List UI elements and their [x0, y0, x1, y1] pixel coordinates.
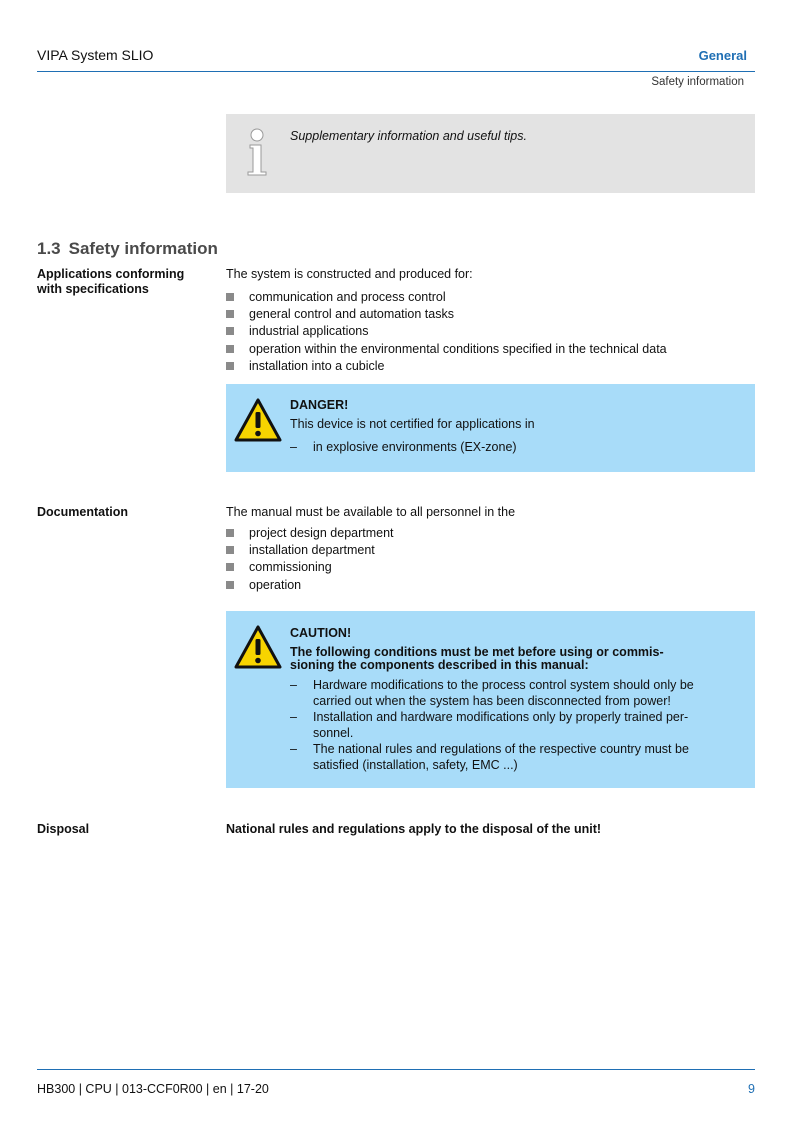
danger-list — [290, 440, 740, 457]
list-item: operation — [226, 577, 394, 594]
bullet-square-icon — [226, 345, 234, 353]
list-item: general control and automation tasks — [226, 306, 667, 323]
tip-box — [226, 114, 755, 193]
list-item: commissioning — [226, 559, 394, 576]
list-item: installation into a cubicle — [226, 358, 667, 375]
caution-box — [226, 611, 755, 788]
list-item: communication and process control — [226, 289, 667, 306]
applications-intro: The system is constructed and produced for: — [226, 267, 473, 281]
documentation-intro: The manual must be available to all personnel in the — [226, 505, 516, 519]
list-item: operation within the environmental conditions specified in the technical data — [226, 341, 667, 358]
section-heading — [37, 239, 218, 259]
section-title: Safety information — [68, 239, 218, 258]
applications-label-line1: Applications conforming — [37, 267, 185, 281]
documentation-label: Documentation — [37, 505, 128, 519]
tip-text: Supplementary information and useful tips. — [290, 129, 527, 143]
footer-divider — [37, 1069, 755, 1070]
section-number: 1.3 — [37, 239, 61, 258]
document-title: VIPA System SLIO — [37, 47, 154, 63]
list-item: project design department — [226, 525, 394, 542]
header-divider — [37, 71, 755, 72]
footer-reference: HB300 | CPU | 013-CCF0R00 | en | 17-20 — [37, 1082, 269, 1096]
applications-label — [37, 267, 184, 297]
bullet-square-icon — [226, 310, 234, 318]
applications-list — [226, 289, 667, 375]
section-subtitle: Safety information — [651, 76, 744, 88]
bullet-square-icon — [226, 362, 234, 370]
warning-triangle-icon — [234, 625, 282, 669]
chapter-title: General — [698, 48, 747, 63]
bullet-square-icon — [226, 529, 234, 537]
caution-lead — [290, 646, 730, 672]
bullet-square-icon — [226, 293, 234, 301]
caution-title: CAUTION! — [290, 626, 352, 640]
danger-title: DANGER! — [290, 398, 349, 412]
list-item: – Hardware modifications to the process control system should only be carried out when the system has been disconnected from power! — [290, 678, 694, 708]
list-item: – The national rules and regulations of the respective country must be satisfied (installation, safety, EMC ...) — [290, 742, 689, 772]
bullet-square-icon — [226, 581, 234, 589]
page-number: 9 — [748, 1082, 755, 1096]
list-item: – in explosive environments (EX-zone) — [290, 440, 517, 454]
danger-text: This device is not certified for applications in — [290, 417, 535, 431]
list-item: installation department — [226, 542, 394, 559]
bullet-square-icon — [226, 546, 234, 554]
documentation-list — [226, 525, 394, 594]
bullet-square-icon — [226, 563, 234, 571]
list-item: – Installation and hardware modifications only by properly trained per- sonnel. — [290, 710, 689, 740]
caution-lead-line1: The following conditions must be met before using or commis- — [290, 645, 664, 659]
applications-label-line2: with specifications — [37, 282, 149, 296]
danger-box — [226, 384, 755, 472]
caution-list — [290, 678, 740, 774]
warning-triangle-icon — [234, 398, 282, 442]
disposal-label: Disposal — [37, 822, 90, 836]
caution-lead-line2: sioning the components described in this manual: — [290, 658, 589, 672]
info-icon — [244, 128, 274, 178]
bullet-square-icon — [226, 327, 234, 335]
disposal-text: National rules and regulations apply to the disposal of the unit! — [226, 822, 602, 836]
list-item: industrial applications — [226, 323, 667, 340]
